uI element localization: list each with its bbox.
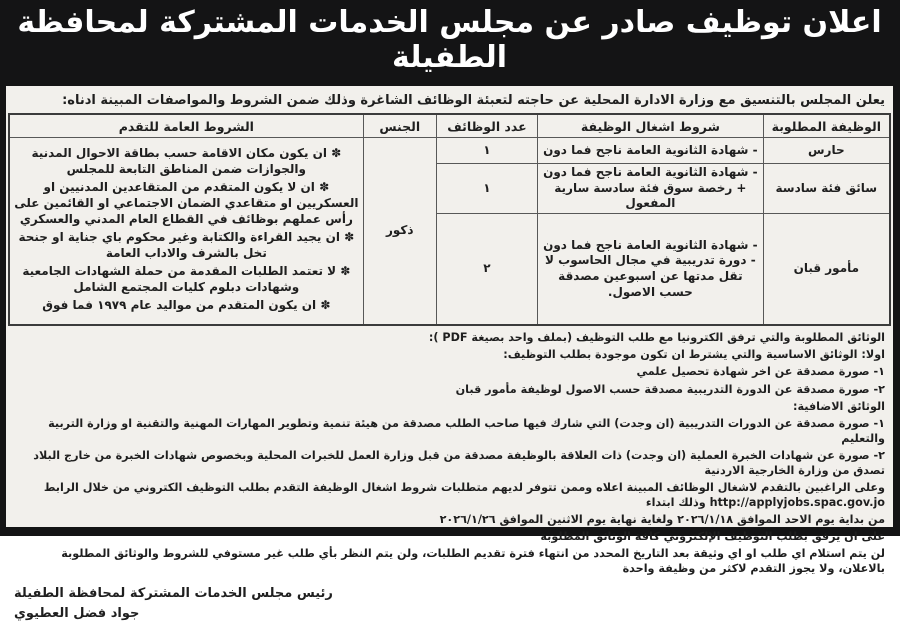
- job-title-cell: حارس: [763, 138, 890, 164]
- general-condition-item: ✽ ان يجيد القراءة والكتابة وغير محكوم باي جناية او جنحة تخل بالشرف والاداب العامة: [18, 230, 355, 261]
- vacancies-table: [8, 113, 891, 326]
- vacancy-count-cell: ١: [436, 138, 537, 164]
- condition-line: - شهادة الثانوية العامة ناجح فما دون: [543, 237, 758, 252]
- job-conditions-cell: [538, 164, 764, 214]
- announcement-title-bar: [6, 0, 893, 86]
- col-header-job: الوظيفة المطلوبة: [763, 114, 890, 138]
- signature-name: جواد فضل العطيوي: [14, 605, 140, 621]
- condition-line: - شهادة الثانوية العامة ناجح فما دون: [543, 142, 758, 157]
- note-line: وعلى الراغبين بالتقدم لاشغال الوظائف المبينة اعلاه وممن تتوفر لديهم متطلبات شروط اشغال الوظيفة التقدم بطلب التوظيف الكتروني من خلال الرابط http://applyjobs.spac.gov.jo وذلك ابتداء: [43, 480, 885, 509]
- note-line: ٢- صورة مصدقة عن الدورة التدريبية مصدقة حسب الاصول لوظيفة مأمور قبان: [455, 382, 885, 396]
- note-line: الوثائق الاضافية:: [793, 399, 885, 413]
- vacancy-count-cell: ٢: [436, 213, 537, 325]
- signature-block: [6, 579, 893, 626]
- note-line: من بداية يوم الاحد الموافق ٢٠٢٦/١/١٨ ولغاية نهاية يوم الاثنين الموافق ٢٠٢٦/١/٢٦: [439, 512, 885, 526]
- col-header-gender: الجنس: [363, 114, 436, 138]
- announcement-body: [6, 0, 893, 621]
- col-header-count: عدد الوظائف: [436, 114, 537, 138]
- notes-section: [6, 326, 893, 578]
- note-line: على ان يرفق بطلب التوظيف الإلكتروني كافة الوثائق المطلوبة: [540, 529, 885, 543]
- general-condition-item: ✽ ان لا يكون المتقدم من المتقاعدين المدنيين او العسكريين او متقاعدي الضمان الاجتماعي او القائمين على رأس عملهم بوظائف في القطاع العام المدني والعسكري: [14, 180, 359, 227]
- job-conditions-cell: [538, 213, 764, 325]
- table-row: [9, 138, 890, 164]
- note-line: لن يتم استلام اي طلب او اي وثيقة بعد التاريخ المحدد من انتهاء فترة تقديم الطلبات، ولن يتم النظر بأي طلب غير مستوفي للشروط والوثائق المطلوبة بالاعلان، ولا يجوز التقدم لاكثر من وظيفة واحدة: [61, 546, 885, 575]
- job-title-cell: سائق فئة سادسة: [763, 164, 890, 214]
- job-conditions-cell: [538, 138, 764, 164]
- job-title-cell: مأمور قبان: [763, 213, 890, 325]
- general-condition-item: ✽ لا تعتمد الطلبات المقدمة من حملة الشهادات الجامعية وشهادات دبلوم كليات المجتمع الشامل: [22, 264, 351, 294]
- col-header-general-conditions: الشروط العامة للتقدم: [9, 114, 363, 138]
- note-line: اولا: الوثائق الاساسية والتي يشترط ان تكون موجودة بطلب التوظيف:: [503, 348, 885, 362]
- note-line: ٢- صورة عن شهادات الخبرة العملية (ان وجدت) ذات العلاقة بالوظيفة مصدقة من قبل وزارة العمل للخبرات المحلية وبخصوص شهادات الخبرة من خارج البلاد تصدق من وزارة الخارجية الاردنية: [33, 448, 885, 477]
- note-line: ١- صورة مصدقة عن اخر شهادة تحصيل علمي: [636, 365, 885, 379]
- condition-line: - شهادة الثانوية العامة ناجح فما دون + رخصة سوق فئة سادسة سارية المفعول: [543, 165, 758, 211]
- general-condition-item: ✽ ان يكون المتقدم من مواليد عام ١٩٧٩ فما فوق: [42, 297, 331, 312]
- gender-cell: ذكور: [363, 138, 436, 326]
- note-line: ١- صورة مصدقة عن الدورات التدريبية (ان وجدت) التي شارك فيها صاحب الطلب مصدقة من هيئة تنمية وتطوير المهارات المهنية والتقنية او وزارة التربية والتعليم: [48, 416, 885, 445]
- general-conditions-cell: [9, 138, 363, 326]
- col-header-job-conditions: شروط اشغال الوظيفة: [538, 114, 764, 138]
- signature-title: رئيس مجلس الخدمات المشتركة لمحافظة الطفيلة: [14, 585, 333, 601]
- vacancy-count-cell: ١: [436, 164, 537, 214]
- note-line: الوثائق المطلوبة والتي ترفق الكترونيا مع طلب التوظيف (بملف واحد بصيغة PDF ):: [428, 331, 885, 345]
- condition-line: - دورة تدريبية في مجال الحاسوب لا تقل مدتها عن اسبوعين مصدقة حسب الاصول.: [545, 253, 756, 299]
- general-condition-item: ✽ ان يكون مكان الاقامة حسب بطاقة الاحوال المدنية والجوازات ضمن المناطق التابعة للمجلس: [31, 146, 342, 177]
- table-header-row: [9, 114, 890, 138]
- intro-text: يعلن المجلس بالتنسيق مع وزارة الادارة المحلية عن حاجته لتعبئة الوظائف الشاغرة وذلك ضمن الشروط والمواصفات المبينة ادناه:: [62, 93, 885, 108]
- page-title: اعلان توظيف صادر عن مجلس الخدمات المشتركة لمحافظة الطفيلة: [17, 5, 882, 75]
